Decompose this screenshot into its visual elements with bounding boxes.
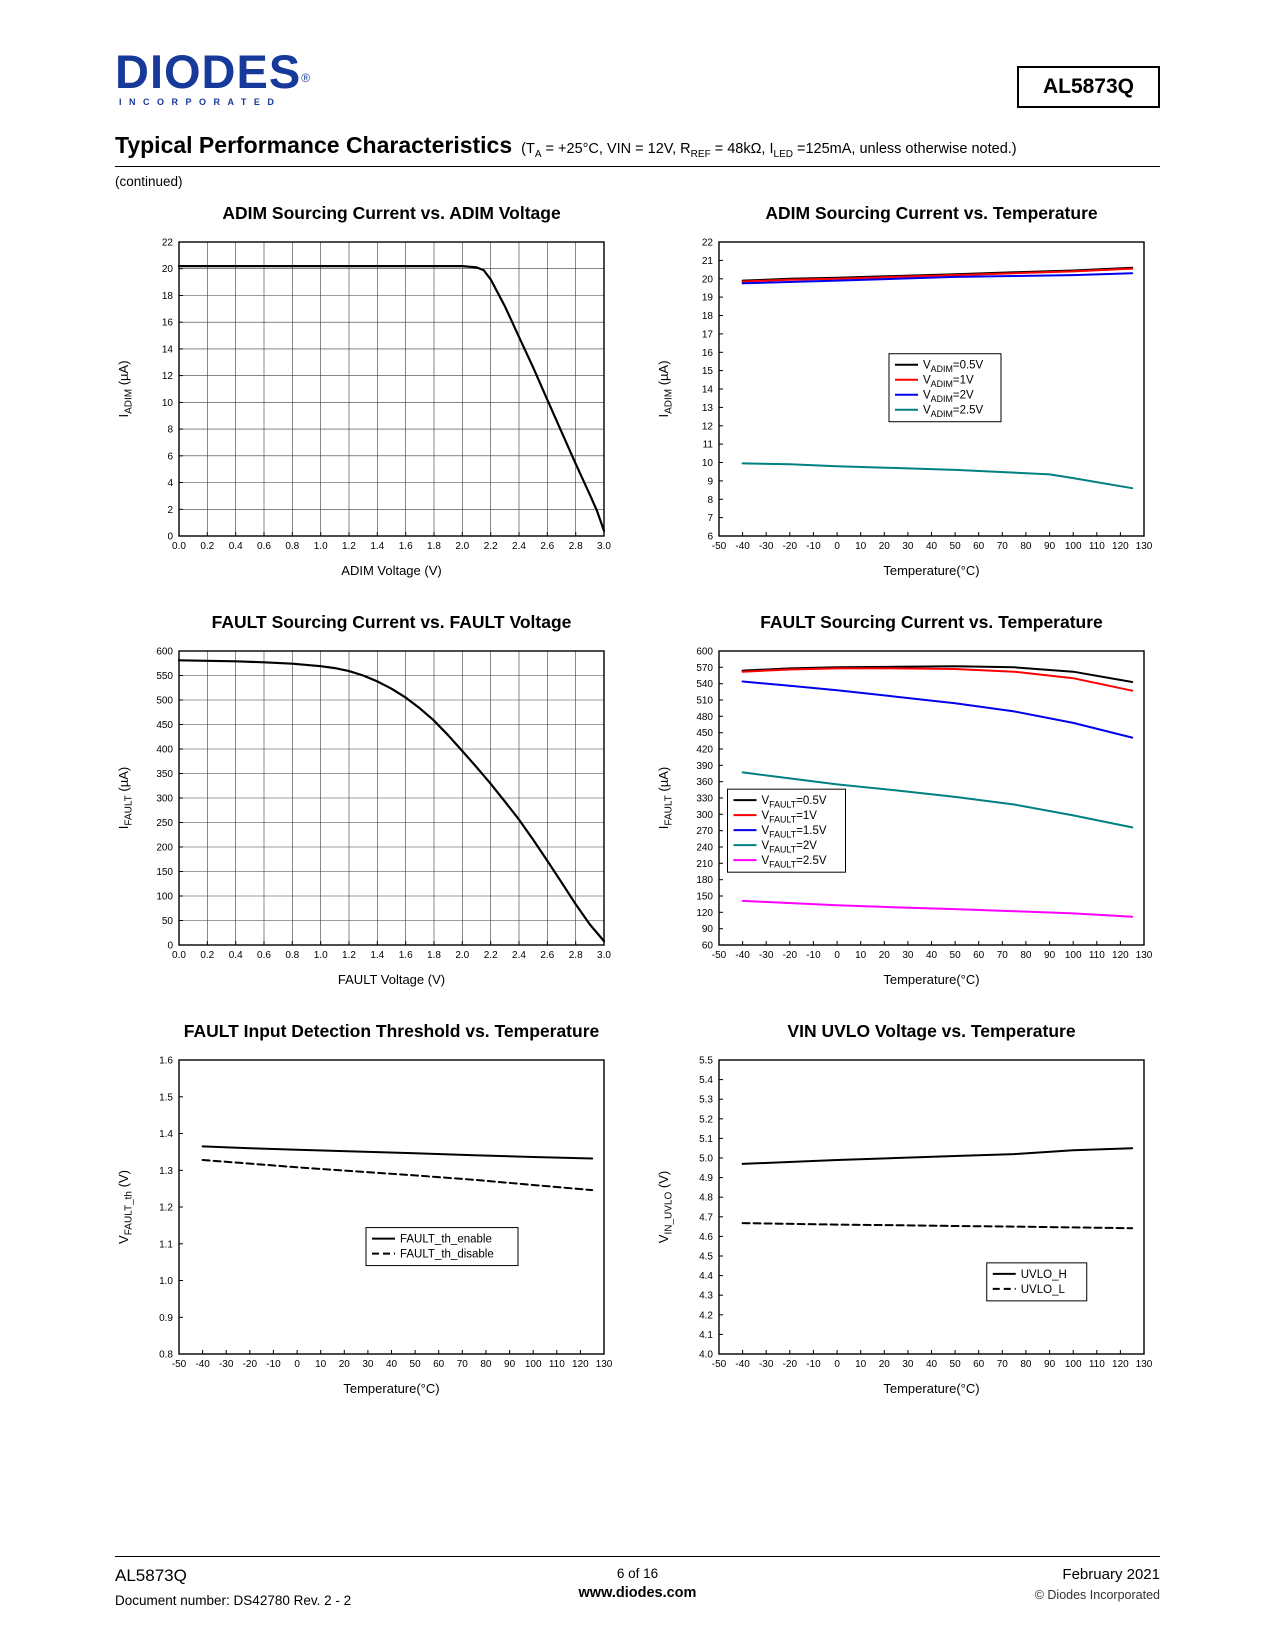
svg-text:1.8: 1.8 bbox=[427, 950, 441, 961]
svg-text:4.7: 4.7 bbox=[699, 1212, 713, 1224]
svg-text:4.1: 4.1 bbox=[699, 1329, 713, 1341]
y-axis-label: $V_{FAULT\_th}$ (V) bbox=[116, 1170, 135, 1244]
svg-text:15: 15 bbox=[701, 366, 713, 378]
svg-text:3.0: 3.0 bbox=[597, 950, 611, 961]
svg-text:12: 12 bbox=[701, 421, 713, 433]
svg-text:1.2: 1.2 bbox=[159, 1202, 173, 1214]
footer-website-url: www.diodes.com bbox=[578, 1585, 697, 1601]
svg-text:50: 50 bbox=[949, 950, 961, 961]
header-divider bbox=[115, 166, 1160, 167]
svg-text:0.9: 0.9 bbox=[159, 1312, 173, 1324]
footer-center bbox=[463, 1566, 811, 1601]
x-axis-label: ADIM Voltage (V) bbox=[341, 563, 442, 578]
svg-text:4.5: 4.5 bbox=[699, 1251, 713, 1263]
series-line-0 bbox=[179, 660, 604, 941]
legend-label: $V_{ADIM}=0.5V$ bbox=[923, 359, 984, 374]
svg-text:5.2: 5.2 bbox=[699, 1114, 713, 1126]
svg-text:600: 600 bbox=[696, 646, 713, 658]
svg-text:6: 6 bbox=[167, 451, 173, 463]
svg-text:350: 350 bbox=[156, 769, 173, 780]
svg-text:50: 50 bbox=[409, 1359, 421, 1370]
svg-text:5.0: 5.0 bbox=[699, 1153, 713, 1165]
svg-text:16: 16 bbox=[161, 317, 173, 329]
svg-text:-40: -40 bbox=[195, 1359, 210, 1370]
svg-text:-20: -20 bbox=[782, 950, 798, 961]
tick-labels bbox=[156, 647, 611, 962]
svg-text:17: 17 bbox=[701, 329, 713, 341]
svg-text:22: 22 bbox=[701, 237, 713, 249]
chart-vin-uvlo-voltage-vs-temperature bbox=[655, 1021, 1160, 1400]
svg-text:110: 110 bbox=[1088, 950, 1105, 961]
legend-label: UVLO_H bbox=[1020, 1268, 1067, 1281]
svg-text:130: 130 bbox=[595, 1359, 613, 1370]
chart-fault-sourcing-current-vs-temperature bbox=[655, 612, 1160, 991]
svg-text:0: 0 bbox=[294, 1359, 300, 1370]
svg-text:2.2: 2.2 bbox=[483, 950, 498, 961]
svg-text:0.0: 0.0 bbox=[172, 950, 186, 961]
chart-svg bbox=[115, 230, 620, 582]
svg-text:1.0: 1.0 bbox=[159, 1276, 173, 1287]
svg-text:2.8: 2.8 bbox=[568, 950, 583, 961]
svg-text:2.4: 2.4 bbox=[512, 541, 526, 552]
svg-text:100: 100 bbox=[1064, 541, 1082, 552]
legend-label: $V_{FAULT}=0.5V$ bbox=[761, 795, 827, 810]
legend bbox=[889, 354, 1001, 422]
svg-text:250: 250 bbox=[156, 818, 173, 829]
svg-text:90: 90 bbox=[701, 924, 713, 936]
svg-text:60: 60 bbox=[973, 541, 985, 552]
svg-text:500: 500 bbox=[156, 695, 173, 707]
svg-text:90: 90 bbox=[504, 1359, 516, 1370]
svg-text:5.3: 5.3 bbox=[699, 1094, 713, 1106]
svg-text:130: 130 bbox=[1135, 950, 1153, 961]
x-axis-label: Temperature(°C) bbox=[343, 1381, 440, 1396]
svg-text:40: 40 bbox=[385, 1359, 398, 1370]
svg-text:510: 510 bbox=[696, 695, 713, 707]
svg-text:50: 50 bbox=[949, 541, 961, 552]
svg-text:4.6: 4.6 bbox=[699, 1231, 713, 1243]
legend-label: $V_{ADIM}=2.5V$ bbox=[923, 404, 984, 419]
svg-text:450: 450 bbox=[156, 720, 173, 731]
svg-text:-20: -20 bbox=[242, 1359, 258, 1370]
svg-text:600: 600 bbox=[156, 646, 173, 658]
svg-text:0.6: 0.6 bbox=[257, 950, 271, 961]
svg-text:80: 80 bbox=[1020, 1359, 1032, 1370]
svg-text:3.0: 3.0 bbox=[597, 541, 611, 552]
x-axis-label: Temperature(°C) bbox=[883, 972, 980, 987]
series-line-1 bbox=[743, 1223, 1133, 1228]
svg-text:1.0: 1.0 bbox=[313, 950, 328, 961]
x-axis-label: Temperature(°C) bbox=[883, 1381, 980, 1396]
svg-text:80: 80 bbox=[1020, 950, 1032, 961]
svg-text:14: 14 bbox=[161, 344, 173, 356]
legend-label: FAULT_th_enable bbox=[400, 1233, 492, 1246]
chart-title: ADIM Sourcing Current vs. ADIM Voltage bbox=[222, 203, 561, 223]
svg-text:60: 60 bbox=[701, 940, 713, 952]
svg-text:50: 50 bbox=[949, 1359, 961, 1370]
svg-text:300: 300 bbox=[156, 793, 173, 805]
svg-text:7: 7 bbox=[707, 513, 713, 525]
svg-text:120: 120 bbox=[1112, 950, 1129, 961]
svg-text:8: 8 bbox=[167, 424, 173, 436]
chart-canvas bbox=[655, 230, 1160, 582]
footer-right bbox=[812, 1566, 1160, 1602]
svg-text:100: 100 bbox=[1064, 950, 1082, 961]
page-header bbox=[115, 45, 1160, 108]
chart-adim-sourcing-current-vs-temperature bbox=[655, 203, 1160, 582]
svg-text:-50: -50 bbox=[711, 541, 727, 552]
svg-text:9: 9 bbox=[707, 476, 713, 488]
svg-text:20: 20 bbox=[878, 950, 890, 961]
svg-text:18: 18 bbox=[161, 291, 173, 302]
series-line-1 bbox=[203, 1160, 593, 1190]
legend-label: $V_{FAULT}=1V$ bbox=[761, 810, 817, 825]
svg-text:0.8: 0.8 bbox=[159, 1349, 173, 1361]
svg-text:270: 270 bbox=[696, 826, 713, 838]
svg-text:1.3: 1.3 bbox=[159, 1165, 173, 1177]
svg-text:2.6: 2.6 bbox=[540, 950, 555, 961]
tick-labels bbox=[159, 1056, 613, 1371]
svg-text:0.2: 0.2 bbox=[200, 950, 215, 961]
svg-text:0: 0 bbox=[167, 940, 173, 952]
svg-text:4.3: 4.3 bbox=[699, 1290, 713, 1302]
legend bbox=[366, 1228, 518, 1266]
chart-svg bbox=[655, 639, 1160, 991]
svg-text:80: 80 bbox=[1020, 541, 1032, 552]
svg-text:110: 110 bbox=[548, 1359, 565, 1370]
svg-text:4.2: 4.2 bbox=[699, 1310, 713, 1322]
chart-title: FAULT Sourcing Current vs. FAULT Voltage bbox=[211, 612, 572, 632]
legend-label: $V_{ADIM}=1V$ bbox=[923, 374, 974, 389]
svg-text:150: 150 bbox=[696, 891, 713, 903]
svg-text:2.6: 2.6 bbox=[540, 541, 555, 552]
series-line-0 bbox=[203, 1146, 593, 1158]
svg-text:40: 40 bbox=[925, 1359, 938, 1370]
svg-text:10: 10 bbox=[701, 458, 713, 469]
svg-text:30: 30 bbox=[902, 541, 914, 552]
svg-text:10: 10 bbox=[315, 1359, 327, 1370]
svg-text:150: 150 bbox=[156, 867, 173, 878]
svg-text:70: 70 bbox=[996, 541, 1008, 552]
svg-text:120: 120 bbox=[572, 1359, 589, 1370]
svg-text:-10: -10 bbox=[806, 541, 821, 552]
svg-text:-50: -50 bbox=[171, 1359, 187, 1370]
svg-text:1.0: 1.0 bbox=[313, 541, 328, 552]
svg-text:0: 0 bbox=[167, 531, 173, 543]
svg-text:-30: -30 bbox=[218, 1359, 234, 1370]
svg-text:16: 16 bbox=[701, 347, 713, 359]
svg-text:-10: -10 bbox=[806, 950, 821, 961]
svg-text:40: 40 bbox=[925, 541, 938, 552]
chart-svg bbox=[655, 230, 1160, 582]
svg-text:130: 130 bbox=[1135, 541, 1153, 552]
y-axis-label: $I_{ADIM}$ (µA) bbox=[116, 360, 135, 418]
svg-text:20: 20 bbox=[161, 264, 173, 276]
svg-text:4.4: 4.4 bbox=[699, 1271, 713, 1283]
x-axis-label: FAULT Voltage (V) bbox=[337, 972, 446, 987]
tick-marks bbox=[179, 242, 604, 536]
chart-title: FAULT Sourcing Current vs. Temperature bbox=[760, 612, 1103, 632]
svg-text:80: 80 bbox=[480, 1359, 492, 1370]
svg-text:2.2: 2.2 bbox=[483, 541, 498, 552]
svg-text:10: 10 bbox=[855, 1359, 867, 1370]
svg-text:40: 40 bbox=[925, 950, 938, 961]
series-line-4 bbox=[743, 901, 1133, 917]
tick-marks bbox=[179, 1060, 604, 1354]
svg-text:4.8: 4.8 bbox=[699, 1192, 713, 1204]
svg-text:22: 22 bbox=[161, 237, 173, 249]
svg-text:0.8: 0.8 bbox=[285, 541, 300, 552]
svg-text:30: 30 bbox=[362, 1359, 374, 1370]
svg-text:19: 19 bbox=[701, 292, 713, 304]
svg-text:20: 20 bbox=[878, 541, 890, 552]
section-title-row bbox=[115, 132, 1160, 159]
part-number-box: AL5873Q bbox=[1017, 66, 1160, 108]
svg-text:30: 30 bbox=[902, 950, 914, 961]
svg-text:-20: -20 bbox=[782, 1359, 798, 1370]
svg-text:4.9: 4.9 bbox=[699, 1173, 713, 1185]
registered-mark-icon: ® bbox=[301, 71, 312, 85]
svg-text:10: 10 bbox=[855, 950, 867, 961]
legend-label: $V_{FAULT}=2.5V$ bbox=[761, 855, 827, 870]
svg-text:420: 420 bbox=[696, 744, 713, 756]
chart-title: VIN UVLO Voltage vs. Temperature bbox=[787, 1021, 1076, 1041]
page-footer bbox=[115, 1556, 1160, 1608]
svg-text:450: 450 bbox=[696, 728, 713, 740]
svg-text:-30: -30 bbox=[758, 950, 774, 961]
svg-text:1.6: 1.6 bbox=[398, 950, 413, 961]
svg-text:5.4: 5.4 bbox=[699, 1075, 713, 1087]
svg-text:8: 8 bbox=[707, 494, 713, 506]
svg-text:210: 210 bbox=[696, 858, 713, 870]
svg-text:1.4: 1.4 bbox=[370, 541, 385, 552]
svg-text:5.5: 5.5 bbox=[699, 1055, 713, 1067]
legend-label: $V_{FAULT}=1.5V$ bbox=[761, 825, 827, 840]
plot-border bbox=[179, 242, 604, 536]
svg-text:1.2: 1.2 bbox=[342, 950, 356, 961]
svg-text:240: 240 bbox=[696, 842, 713, 854]
svg-text:550: 550 bbox=[156, 671, 173, 682]
svg-text:120: 120 bbox=[1112, 541, 1129, 552]
tick-marks bbox=[719, 1060, 1144, 1354]
svg-text:2.8: 2.8 bbox=[568, 541, 583, 552]
svg-text:70: 70 bbox=[996, 1359, 1008, 1370]
svg-text:0.8: 0.8 bbox=[285, 950, 300, 961]
svg-text:1.1: 1.1 bbox=[159, 1239, 173, 1251]
svg-text:110: 110 bbox=[1088, 541, 1105, 552]
chart-fault-sourcing-current-vs-fault-voltage bbox=[115, 612, 620, 991]
svg-text:100: 100 bbox=[1064, 1359, 1082, 1370]
chart-canvas bbox=[655, 639, 1160, 991]
svg-text:2.0: 2.0 bbox=[455, 541, 470, 552]
continued-note: (continued) bbox=[115, 174, 183, 189]
svg-text:13: 13 bbox=[701, 402, 713, 414]
svg-text:4: 4 bbox=[167, 478, 173, 489]
svg-text:0: 0 bbox=[834, 1359, 840, 1370]
svg-text:2.4: 2.4 bbox=[512, 950, 526, 961]
svg-text:-10: -10 bbox=[266, 1359, 281, 1370]
svg-text:0.2: 0.2 bbox=[200, 541, 215, 552]
svg-text:10: 10 bbox=[161, 397, 173, 409]
chart-svg bbox=[115, 1048, 620, 1400]
svg-text:6: 6 bbox=[707, 531, 713, 543]
svg-text:70: 70 bbox=[456, 1359, 468, 1370]
series-line-3 bbox=[743, 463, 1133, 488]
svg-text:-10: -10 bbox=[806, 1359, 821, 1370]
svg-text:-40: -40 bbox=[735, 1359, 750, 1370]
series-line-0 bbox=[179, 266, 604, 531]
footer-date: February 2021 bbox=[1062, 1566, 1160, 1583]
diodes-logo-text: DIODES® bbox=[115, 45, 312, 98]
svg-text:100: 100 bbox=[156, 891, 173, 903]
svg-text:90: 90 bbox=[1044, 950, 1056, 961]
legend-label: $V_{FAULT}=2V$ bbox=[761, 840, 817, 855]
plot-border bbox=[719, 1060, 1144, 1354]
legend bbox=[728, 789, 846, 872]
svg-text:-50: -50 bbox=[711, 1359, 727, 1370]
chart-canvas bbox=[115, 639, 620, 991]
svg-text:2.0: 2.0 bbox=[455, 950, 470, 961]
footer-document-number: Document number: DS42780 Rev. 2 - 2 bbox=[115, 1593, 352, 1608]
svg-text:-30: -30 bbox=[758, 1359, 774, 1370]
test-conditions: ($T_A = +25^\circ C$, VIN = 12V, $R_{REF} = 48k\Omega$, $I_{LED} =125mA$, unless otherwise noted.) bbox=[521, 141, 1017, 160]
chart-canvas bbox=[115, 230, 620, 582]
y-axis-label: $V_{IN\_UVLO}$ (V) bbox=[656, 1170, 675, 1244]
footer-part-number: AL5873Q bbox=[115, 1566, 187, 1585]
svg-text:90: 90 bbox=[1044, 541, 1056, 552]
svg-text:-40: -40 bbox=[735, 950, 750, 961]
chart-title: ADIM Sourcing Current vs. Temperature bbox=[765, 203, 1098, 223]
svg-text:-50: -50 bbox=[711, 950, 727, 961]
y-axis-label: $I_{FAULT}$ (µA) bbox=[116, 766, 135, 830]
svg-text:480: 480 bbox=[696, 711, 713, 723]
chart-fault-input-detection-threshold-vs-temperature bbox=[115, 1021, 620, 1400]
svg-text:180: 180 bbox=[696, 875, 713, 887]
gridlines bbox=[179, 651, 604, 945]
svg-text:11: 11 bbox=[702, 439, 713, 451]
footer-page-number: 6 of 16 bbox=[616, 1566, 659, 1581]
chart-canvas bbox=[115, 1048, 620, 1400]
svg-text:110: 110 bbox=[1088, 1359, 1105, 1370]
svg-text:300: 300 bbox=[696, 809, 713, 821]
svg-text:400: 400 bbox=[156, 744, 173, 756]
svg-text:60: 60 bbox=[973, 950, 985, 961]
svg-text:200: 200 bbox=[156, 842, 173, 854]
svg-text:120: 120 bbox=[696, 907, 713, 919]
svg-text:1.5: 1.5 bbox=[159, 1092, 173, 1104]
svg-text:360: 360 bbox=[696, 777, 713, 789]
svg-text:12: 12 bbox=[161, 371, 173, 383]
svg-text:1.6: 1.6 bbox=[159, 1055, 173, 1067]
chart-adim-sourcing-current-vs-adim-voltage bbox=[115, 203, 620, 582]
svg-text:20: 20 bbox=[878, 1359, 890, 1370]
svg-text:120: 120 bbox=[1112, 1359, 1129, 1370]
svg-text:0.0: 0.0 bbox=[172, 541, 186, 552]
svg-text:0.6: 0.6 bbox=[257, 541, 271, 552]
chart-svg bbox=[115, 639, 620, 991]
y-axis-label: $I_{ADIM}$ (µA) bbox=[656, 360, 675, 418]
section-title: Typical Performance Characteristics bbox=[115, 132, 513, 158]
diodes-logo-incorporated: INCORPORATED bbox=[119, 97, 282, 107]
svg-text:0: 0 bbox=[834, 541, 840, 552]
svg-text:4.0: 4.0 bbox=[699, 1349, 713, 1361]
svg-text:1.6: 1.6 bbox=[398, 541, 413, 552]
legend bbox=[987, 1263, 1087, 1301]
svg-text:330: 330 bbox=[696, 793, 713, 805]
svg-text:570: 570 bbox=[696, 662, 713, 674]
footer-copyright: © Diodes Incorporated bbox=[1034, 1588, 1160, 1602]
charts-grid bbox=[115, 203, 1160, 1400]
svg-text:0.4: 0.4 bbox=[228, 541, 243, 552]
series-line-2 bbox=[743, 682, 1133, 738]
svg-text:20: 20 bbox=[701, 274, 713, 286]
plot-border bbox=[179, 1060, 604, 1354]
legend-label: FAULT_th_disable bbox=[400, 1248, 494, 1261]
svg-text:1.2: 1.2 bbox=[342, 541, 356, 552]
series-line-0 bbox=[743, 1148, 1133, 1164]
chart-svg bbox=[655, 1048, 1160, 1400]
diodes-logo bbox=[115, 45, 312, 107]
svg-text:130: 130 bbox=[1135, 1359, 1153, 1370]
svg-text:70: 70 bbox=[996, 950, 1008, 961]
chart-canvas bbox=[655, 1048, 1160, 1400]
svg-text:1.8: 1.8 bbox=[427, 541, 441, 552]
svg-text:-30: -30 bbox=[758, 541, 774, 552]
svg-text:-20: -20 bbox=[782, 541, 798, 552]
svg-text:60: 60 bbox=[973, 1359, 985, 1370]
svg-text:100: 100 bbox=[524, 1359, 542, 1370]
svg-text:540: 540 bbox=[696, 679, 713, 691]
svg-text:60: 60 bbox=[433, 1359, 445, 1370]
svg-text:10: 10 bbox=[855, 541, 867, 552]
svg-text:5.1: 5.1 bbox=[699, 1133, 713, 1145]
gridlines bbox=[179, 242, 604, 536]
svg-text:0.4: 0.4 bbox=[228, 950, 243, 961]
svg-text:18: 18 bbox=[701, 311, 713, 322]
svg-text:0: 0 bbox=[834, 950, 840, 961]
svg-text:1.4: 1.4 bbox=[159, 1129, 173, 1140]
legend-label: $V_{ADIM}=2V$ bbox=[923, 389, 974, 404]
footer-left bbox=[115, 1566, 463, 1608]
x-axis-label: Temperature(°C) bbox=[883, 563, 980, 578]
svg-text:-40: -40 bbox=[735, 541, 750, 552]
svg-text:1.4: 1.4 bbox=[370, 950, 385, 961]
svg-text:390: 390 bbox=[696, 760, 713, 772]
svg-text:14: 14 bbox=[701, 384, 713, 396]
tick-labels bbox=[699, 1056, 1153, 1371]
svg-text:30: 30 bbox=[902, 1359, 914, 1370]
y-axis-label: $I_{FAULT}$ (µA) bbox=[656, 766, 675, 830]
svg-text:50: 50 bbox=[161, 916, 173, 927]
svg-text:2: 2 bbox=[167, 504, 173, 516]
svg-text:90: 90 bbox=[1044, 1359, 1056, 1370]
legend-label: UVLO_L bbox=[1020, 1283, 1065, 1296]
chart-title: FAULT Input Detection Threshold vs. Temperature bbox=[183, 1021, 600, 1041]
svg-text:20: 20 bbox=[338, 1359, 350, 1370]
svg-text:21: 21 bbox=[701, 255, 713, 267]
